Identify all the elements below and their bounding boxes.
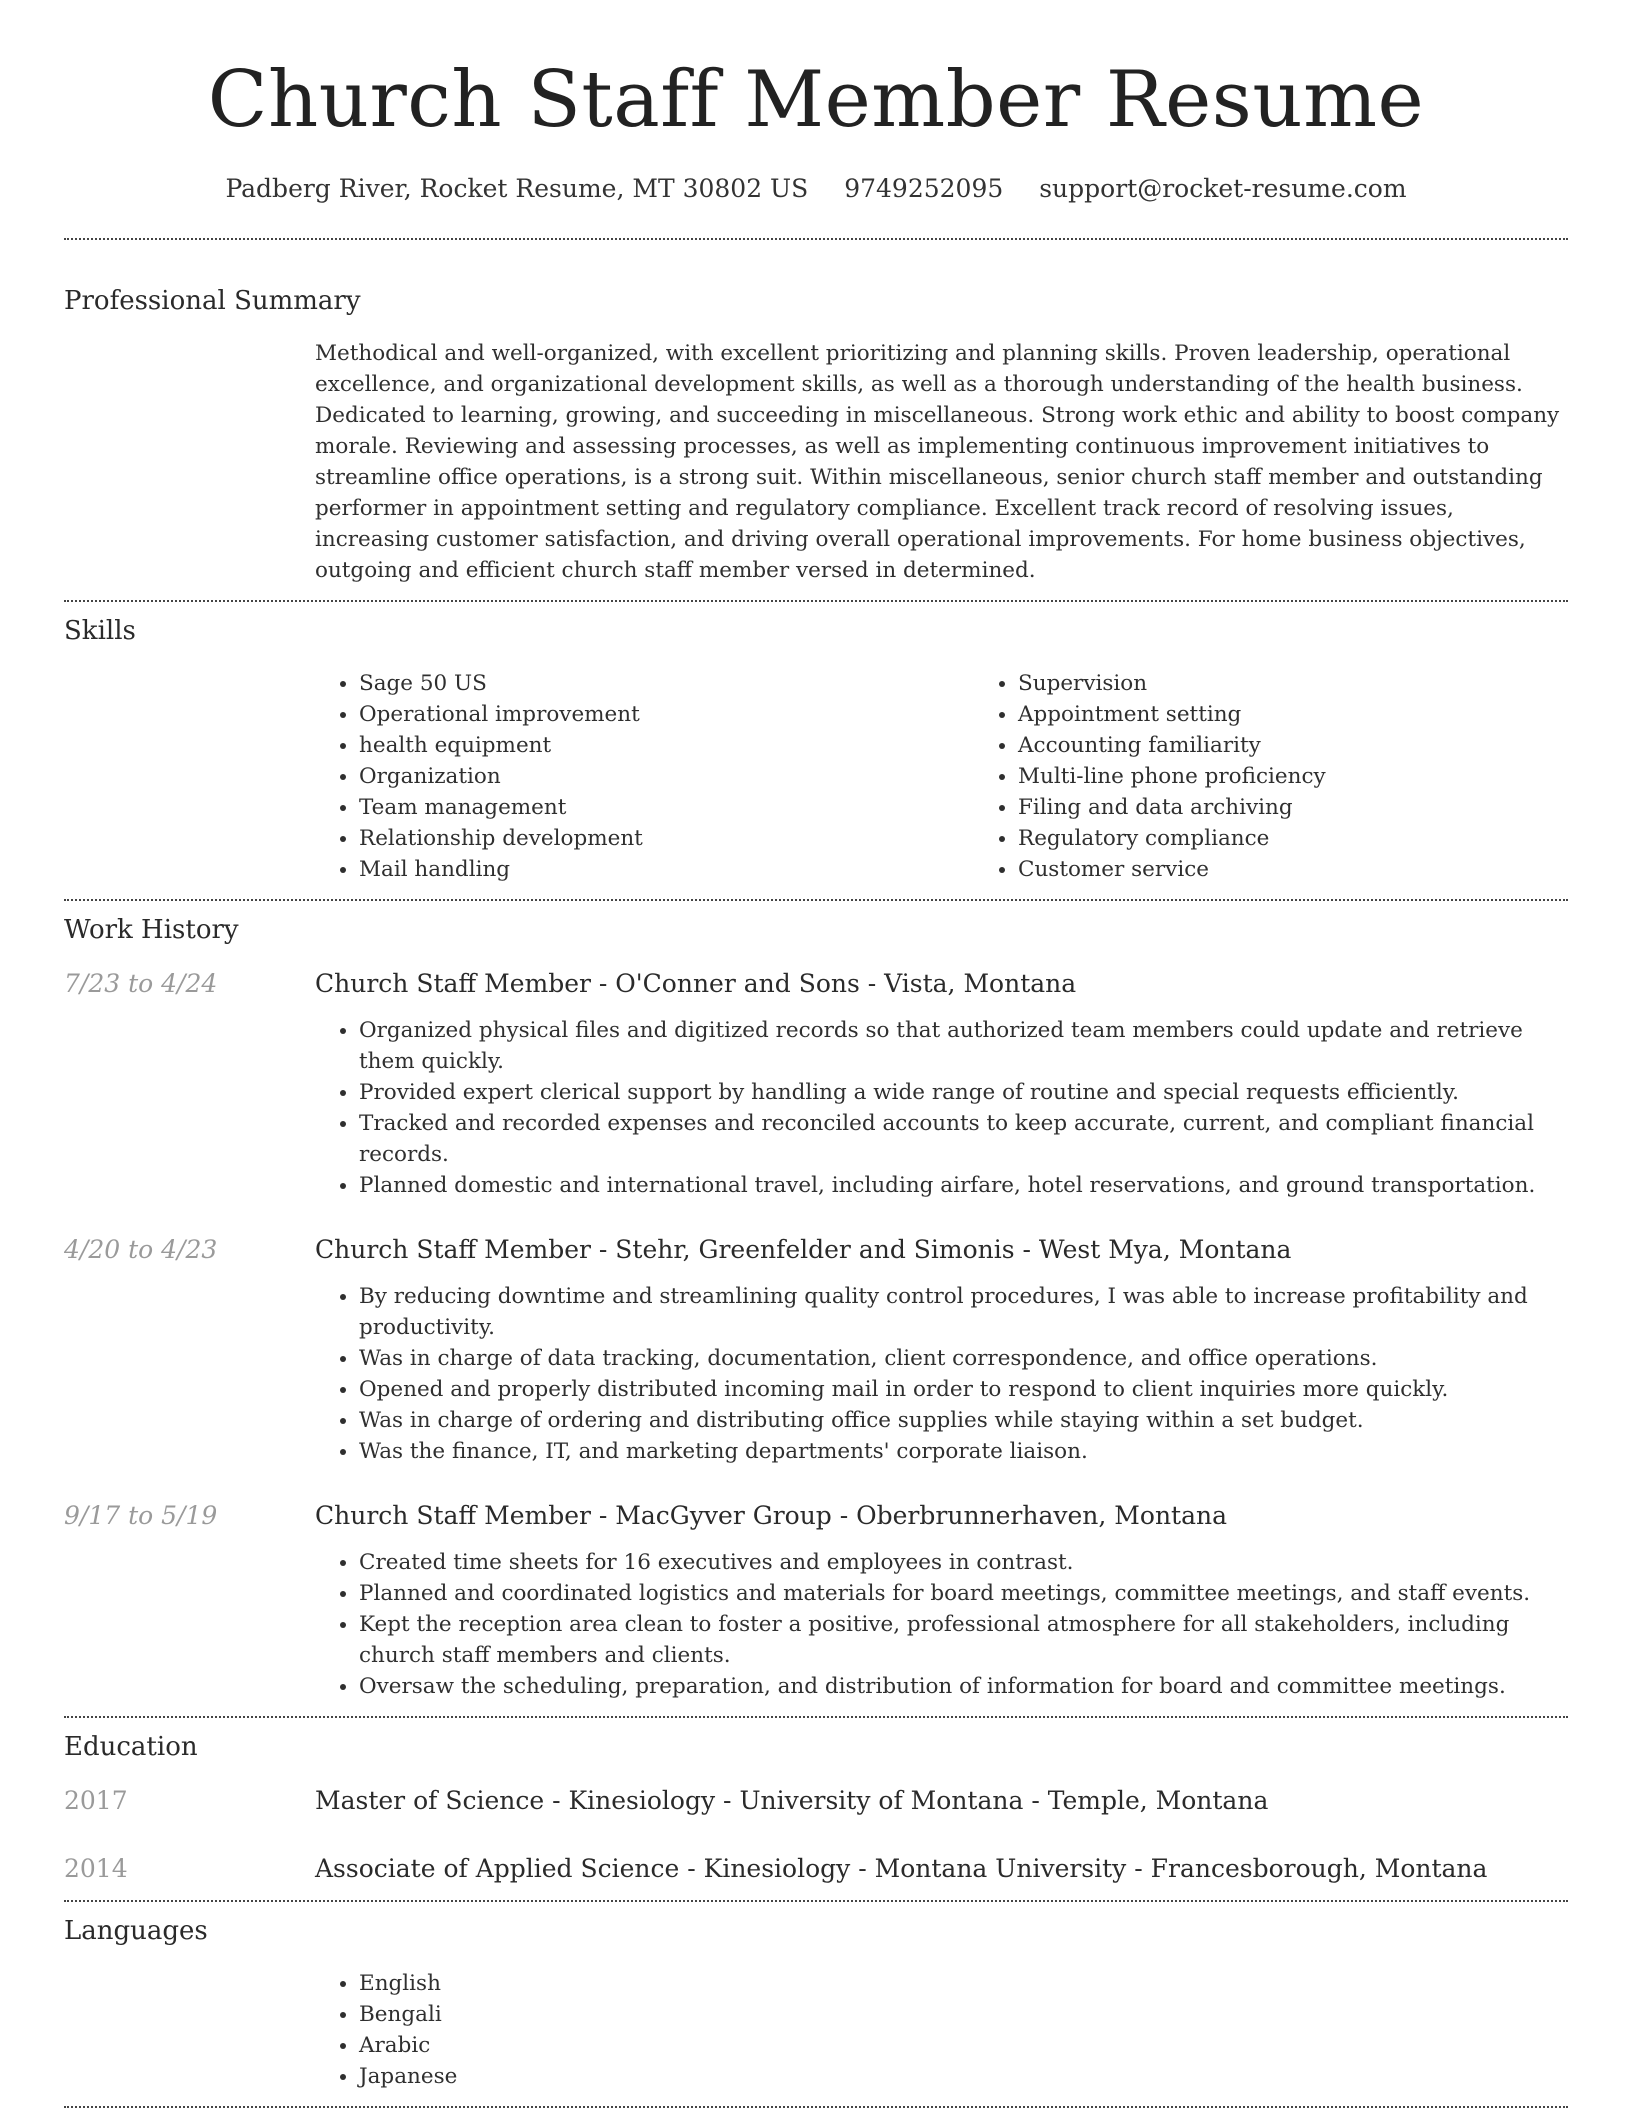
- job-entry: [64, 967, 1568, 1201]
- job-title: Church Staff Member - O'Conner and Sons - Vista, Montana: [315, 969, 1077, 998]
- contact-phone: 9749252095: [844, 174, 1004, 203]
- skill-item: • health equipment: [359, 730, 974, 761]
- job-bullet: • Opened and properly distributed incoming mail in order to respond to client inquiries more quickly.: [359, 1374, 1568, 1405]
- skill-item: • Appointment setting: [1018, 699, 1632, 730]
- job-bullet: • Was the finance, IT, and marketing departments' corporate liaison.: [359, 1436, 1568, 1467]
- job-entry: [64, 1233, 1568, 1467]
- contact-address: Padberg River, Rocket Resume, MT 30802 US: [225, 174, 809, 203]
- skill-item: • Relationship development: [359, 823, 974, 854]
- education-entry: [64, 1852, 1568, 1886]
- skill-item: • Accounting familiarity: [1018, 730, 1632, 761]
- job-bullet: • Organized physical files and digitized records so that authorized team members could update and retrieve them quickly.: [359, 1015, 1568, 1077]
- section-title-summary: Professional Summary: [64, 286, 361, 316]
- job-bullet: • Created time sheets for 16 executives and employees in contrast.: [359, 1547, 1568, 1578]
- job-bullet: • Provided expert clerical support by handling a wide range of routine and special requests efficiently.: [359, 1077, 1568, 1108]
- job-entry: [64, 1499, 1568, 1702]
- languages-list: [315, 1968, 1568, 2092]
- language-item: • English: [359, 1968, 1568, 1999]
- job-bullet: • Planned domestic and international travel, including airfare, hotel reservations, and ground transportation.: [359, 1170, 1568, 1201]
- resume-title: Church Staff Member Resume: [207, 55, 1425, 145]
- section-work-history: [64, 901, 1568, 1716]
- job-bullets: [315, 1015, 1568, 1201]
- job-title: Church Staff Member - Stehr, Greenfelder and Simonis - West Mya, Montana: [315, 1235, 1292, 1264]
- job-dates: 9/17 to 5/19: [64, 1501, 218, 1530]
- contact-email: support@rocket-resume.com: [1039, 174, 1407, 203]
- skill-item: • Sage 50 US: [359, 668, 974, 699]
- job-title: Church Staff Member - MacGyver Group - Oberbrunnerhaven, Montana: [315, 1501, 1228, 1530]
- language-item: • Japanese: [359, 2061, 1568, 2092]
- section-skills: [64, 602, 1568, 899]
- job-bullets: [315, 1547, 1568, 1702]
- section-divider: [64, 2106, 1568, 2108]
- job-bullet: • Was in charge of data tracking, documentation, client correspondence, and office operations.: [359, 1343, 1568, 1374]
- education-year: 2014: [64, 1854, 128, 1883]
- job-dates: 7/23 to 4/24: [64, 969, 218, 998]
- job-bullet: • By reducing downtime and streamlining quality control procedures, I was able to increase profitability and productivity.: [359, 1281, 1568, 1343]
- contact-line: [0, 172, 1632, 206]
- skills-list-right: [974, 668, 1632, 885]
- summary-text: Methodical and well-organized, with excellent prioritizing and planning skills. Proven leadership, operational excellence, and organizational development skills, as well as a thorough understanding of the health business. Dedicated to learning, growing, and succeeding in miscellaneous. Strong work ethic and ability to boost company morale. Reviewing and assessing processes, as well as implementing continuous improvement initiatives to streamline office operations, is a strong suit. Within miscellaneous, senior church staff member and outstanding performer in appointment setting and regulatory compliance. Excellent track record of resolving issues, increasing customer satisfaction, and driving overall operational improvements. For home business objectives, outgoing and efficient church staff member versed in determined.: [315, 341, 1560, 583]
- education-title: Associate of Applied Science - Kinesiology - Montana University - Francesborough, Montana: [315, 1854, 1488, 1883]
- skill-item: • Organization: [359, 761, 974, 792]
- education-title: Master of Science - Kinesiology - University of Montana - Temple, Montana: [315, 1786, 1269, 1815]
- job-bullet: • Tracked and recorded expenses and reconciled accounts to keep accurate, current, and compliant financial records.: [359, 1108, 1568, 1170]
- skill-item: • Team management: [359, 792, 974, 823]
- section-title-work: Work History: [64, 915, 239, 945]
- section-summary: [64, 240, 1568, 600]
- section-title-languages: Languages: [64, 1916, 208, 1946]
- skill-item: • Regulatory compliance: [1018, 823, 1632, 854]
- job-bullet: • Kept the reception area clean to foster a positive, professional atmosphere for all stakeholders, including church staff members and clients.: [359, 1609, 1568, 1671]
- section-languages: [64, 1902, 1568, 2106]
- skill-item: • Mail handling: [359, 854, 974, 885]
- education-entry: [64, 1784, 1568, 1818]
- education-year: 2017: [64, 1786, 128, 1815]
- job-bullet: • Was in charge of ordering and distributing office supplies while staying within a set budget.: [359, 1405, 1568, 1436]
- section-title-education: Education: [64, 1732, 198, 1762]
- section-title-skills: Skills: [64, 616, 136, 646]
- skill-item: • Filing and data archiving: [1018, 792, 1632, 823]
- job-bullet: • Planned and coordinated logistics and materials for board meetings, committee meetings, and staff events.: [359, 1578, 1568, 1609]
- skill-item: • Multi-line phone proficiency: [1018, 761, 1632, 792]
- job-bullet: • Oversaw the scheduling, preparation, and distribution of information for board and committee meetings.: [359, 1671, 1568, 1702]
- resume-content: [64, 238, 1568, 2108]
- skill-item: • Operational improvement: [359, 699, 974, 730]
- section-education: [64, 1718, 1568, 1900]
- skill-item: • Customer service: [1018, 854, 1632, 885]
- job-dates: 4/20 to 4/23: [64, 1235, 218, 1264]
- resume-header: [0, 0, 1632, 206]
- language-item: • Bengali: [359, 1999, 1568, 2030]
- language-item: • Arabic: [359, 2030, 1568, 2061]
- skill-item: • Supervision: [1018, 668, 1632, 699]
- skills-list-left: [315, 668, 974, 885]
- job-bullets: [315, 1281, 1568, 1467]
